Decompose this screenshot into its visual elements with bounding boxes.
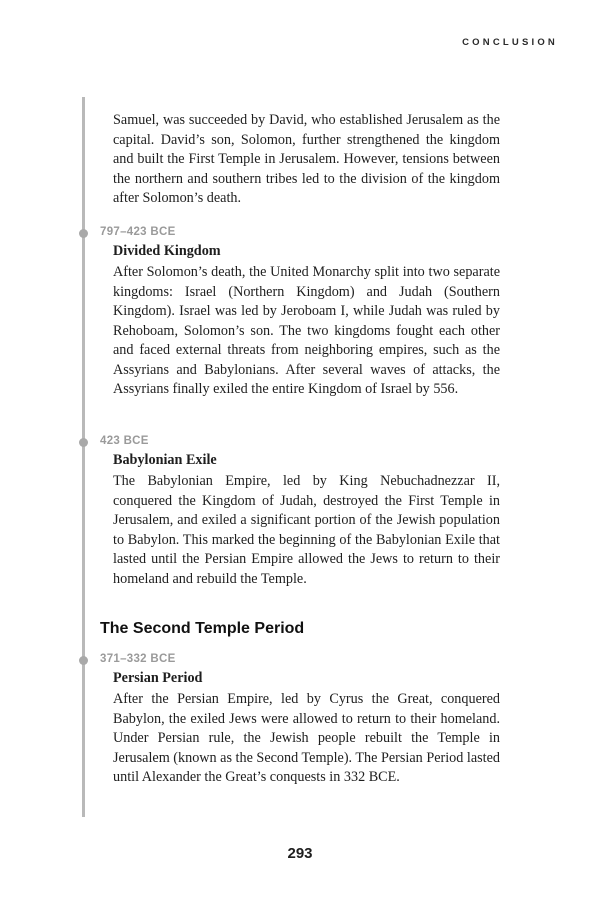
running-head: CONCLUSION xyxy=(462,37,558,48)
entry-title: Divided Kingdom xyxy=(113,243,221,259)
entry-paragraph: After the Persian Empire, led by Cyrus the Great, conquered Babylon, the exiled Jews were allowed to return to their homeland. Under Persian rule, the Jewish people rebuilt the Temple in Jerusalem (known as the Second Temple). The Persian Period lasted until Alexander the Great’s conquests in 332 BCE. xyxy=(113,691,500,785)
timeline-line xyxy=(82,97,85,817)
timeline-dot xyxy=(79,229,88,238)
entry-date: 423 BCE xyxy=(100,435,149,447)
page-number: 293 xyxy=(287,845,313,862)
entry-date: 371–332 BCE xyxy=(100,653,176,665)
timeline-dot xyxy=(79,438,88,447)
timeline-dot xyxy=(79,656,88,665)
entry-paragraph: The Babylonian Empire, led by King Nebuchadnezzar II, conquered the Kingdom of Judah, destroyed the First Temple in Jerusalem, and exiled a significant portion of the Jewish population to Babylon. This marked the beginning of the Babylonian Exile that lasted until the Persian Empire allowed the Jews to return to their homeland and rebuild the Temple. xyxy=(113,473,500,587)
entry-date: 797–423 BCE xyxy=(100,226,176,238)
entry-paragraph: After Solomon’s death, the United Monarchy split into two separate kingdoms: Israel (Northern Kingdom) and Judah (Southern Kingdom). Israel was led by Jeroboam I, while Judah was ruled by Rehoboam, Solomon’s son. The two kingdoms fought each other and faced external threats from neighboring empires, such as the Assyrians and Babylonians. After several waves of attacks, the Assyrians finally exiled the entire Kingdom of Israel by 556. xyxy=(113,264,500,397)
intro-paragraph: Samuel, was succeeded by David, who established Jerusalem as the capital. David’s son, Solomon, further strengthened the kingdom and built the First Temple in Jerusalem. However, tensions between the northern and southern tribes led to the division of the kingdom after Solomon’s death. xyxy=(113,112,500,206)
entry-title: Persian Period xyxy=(113,670,203,686)
entry-title: Babylonian Exile xyxy=(113,452,217,468)
section-heading: The Second Temple Period xyxy=(100,620,305,637)
